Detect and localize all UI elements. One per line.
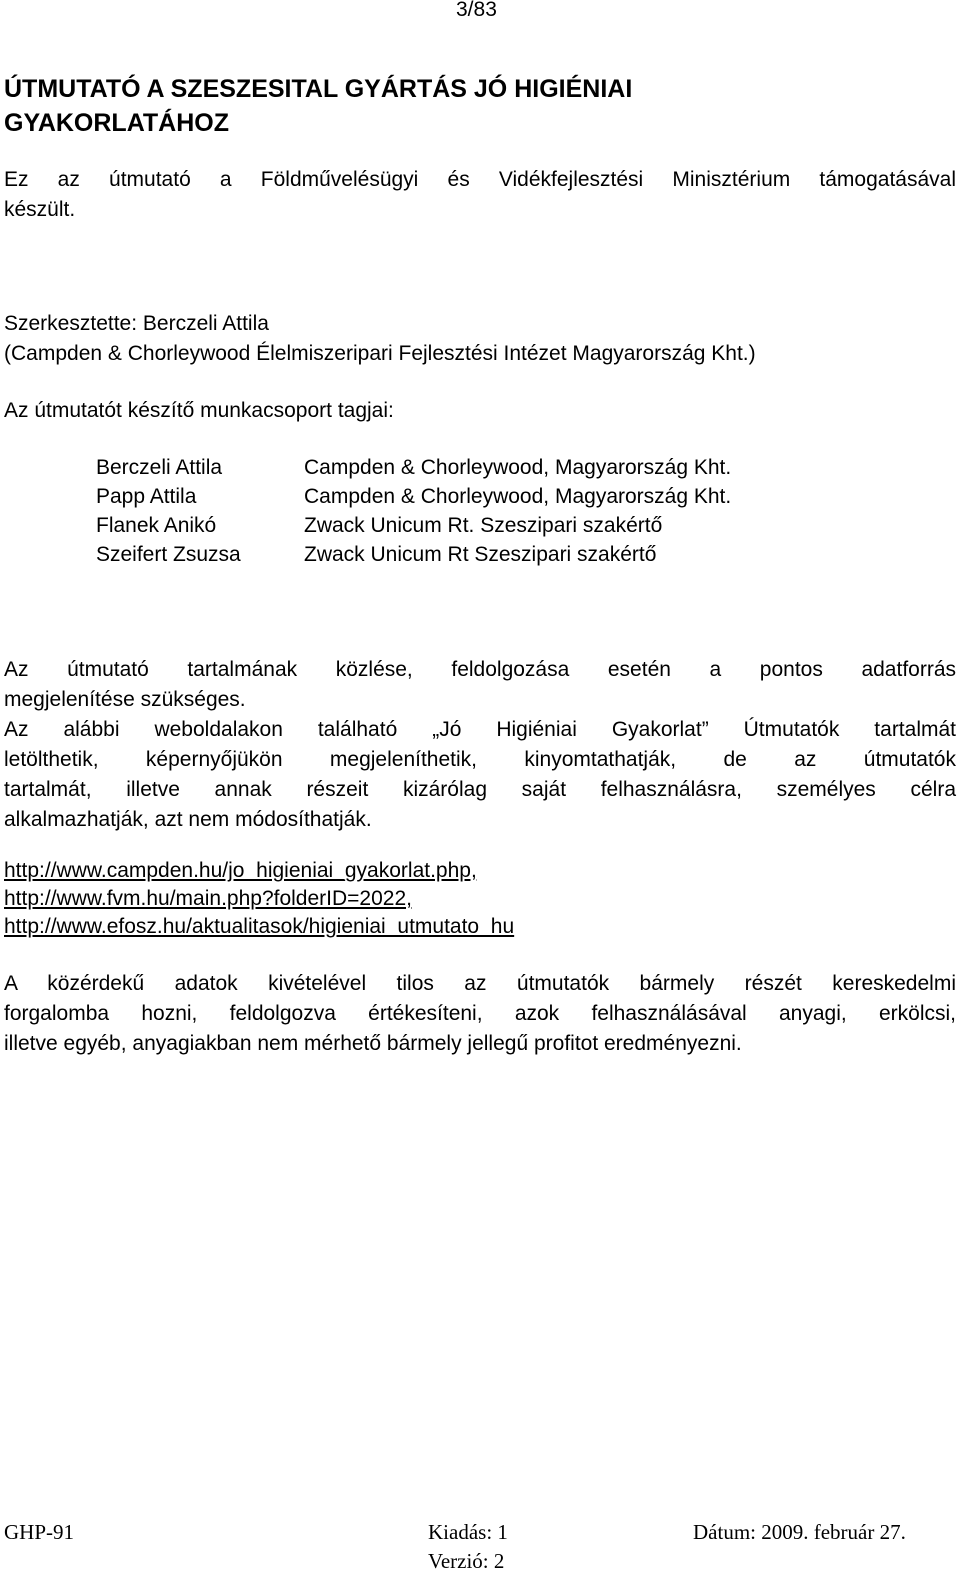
member-name: Papp Attila: [96, 485, 197, 508]
restriction-line: A közérdekű adatok kivételével tilos az útmutatók bármely részét kereskedelmi: [4, 972, 956, 995]
member-name: Berczeli Attila: [96, 456, 223, 479]
title-line: GYAKORLATÁHOZ: [4, 109, 229, 137]
editor-line: Szerkesztette: Berczeli Attila: [4, 312, 269, 335]
support-line: Ez az útmutató a Földművelésügyi és Vidékfejlesztési Minisztérium támogatásával: [4, 168, 956, 191]
restriction-paragraph: [4, 969, 956, 1059]
editor-organization: (Campden & Chorleywood Élelmiszeripari Fejlesztési Intézet Magyarország Kht.): [4, 342, 756, 365]
link-campden[interactable]: http://www.campden.hu/jo_higieniai_gyakorlat.php,: [4, 859, 477, 882]
title-line: ÚTMUTATÓ A SZESZESITAL GYÁRTÁS JÓ HIGIÉNIAI: [4, 75, 633, 103]
notice-line: letölthetik, képernyőjükön megjeleníthetik, kinyomtathatják, de az útmutatók: [4, 748, 956, 771]
link-efosz[interactable]: http://www.efosz.hu/aktualitasok/higieniai_utmutato_hu: [4, 915, 515, 938]
notice-line: Az útmutató tartalmának közlése, feldolgozása esetén a pontos adatforrás: [4, 658, 956, 681]
support-line: készült.: [4, 198, 76, 221]
workgroup-heading: Az útmutatót készítő munkacsoport tagjai:: [4, 399, 394, 422]
footer-version: Verzió: 2: [428, 1549, 505, 1573]
footer-code: GHP-91: [4, 1520, 75, 1544]
member-name: Flanek Anikó: [96, 514, 217, 537]
member-organization: Zwack Unicum Rt Szeszipari szakértő: [304, 543, 657, 566]
footer-date: Dátum: 2009. február 27.: [693, 1520, 906, 1544]
notice-line: alkalmazhatják, azt nem módosíthatják.: [4, 808, 372, 831]
restriction-line: illetve egyéb, anyagiakban nem mérhető bármely jellegű profitot eredményezni.: [4, 1032, 742, 1055]
notice-paragraph: [4, 655, 956, 835]
member-organization: Campden & Chorleywood, Magyarország Kht.: [304, 485, 732, 508]
document-title: [4, 72, 904, 140]
support-paragraph: [4, 165, 956, 225]
footer-edition: Kiadás: 1: [428, 1520, 508, 1544]
member-organization: Campden & Chorleywood, Magyarország Kht.: [304, 456, 732, 479]
restriction-line: forgalomba hozni, feldolgozva értékesíteni, azok felhasználásával anyagi, erkölcsi,: [4, 1002, 956, 1025]
notice-line: Az alábbi weboldalakon található „Jó Higiéniai Gyakorlat” Útmutatók tartalmát: [4, 718, 956, 741]
member-name: Szeifert Zsuzsa: [96, 543, 241, 566]
page-number: 3/83: [456, 0, 497, 21]
notice-line: megjelenítése szükséges.: [4, 688, 246, 711]
member-organization: Zwack Unicum Rt. Szeszipari szakértő: [304, 514, 663, 537]
link-fvm[interactable]: http://www.fvm.hu/main.php?folderID=2022,: [4, 887, 412, 910]
notice-line: tartalmát, illetve annak részeit kizárólag saját felhasználásra, személyes célra: [4, 778, 956, 801]
